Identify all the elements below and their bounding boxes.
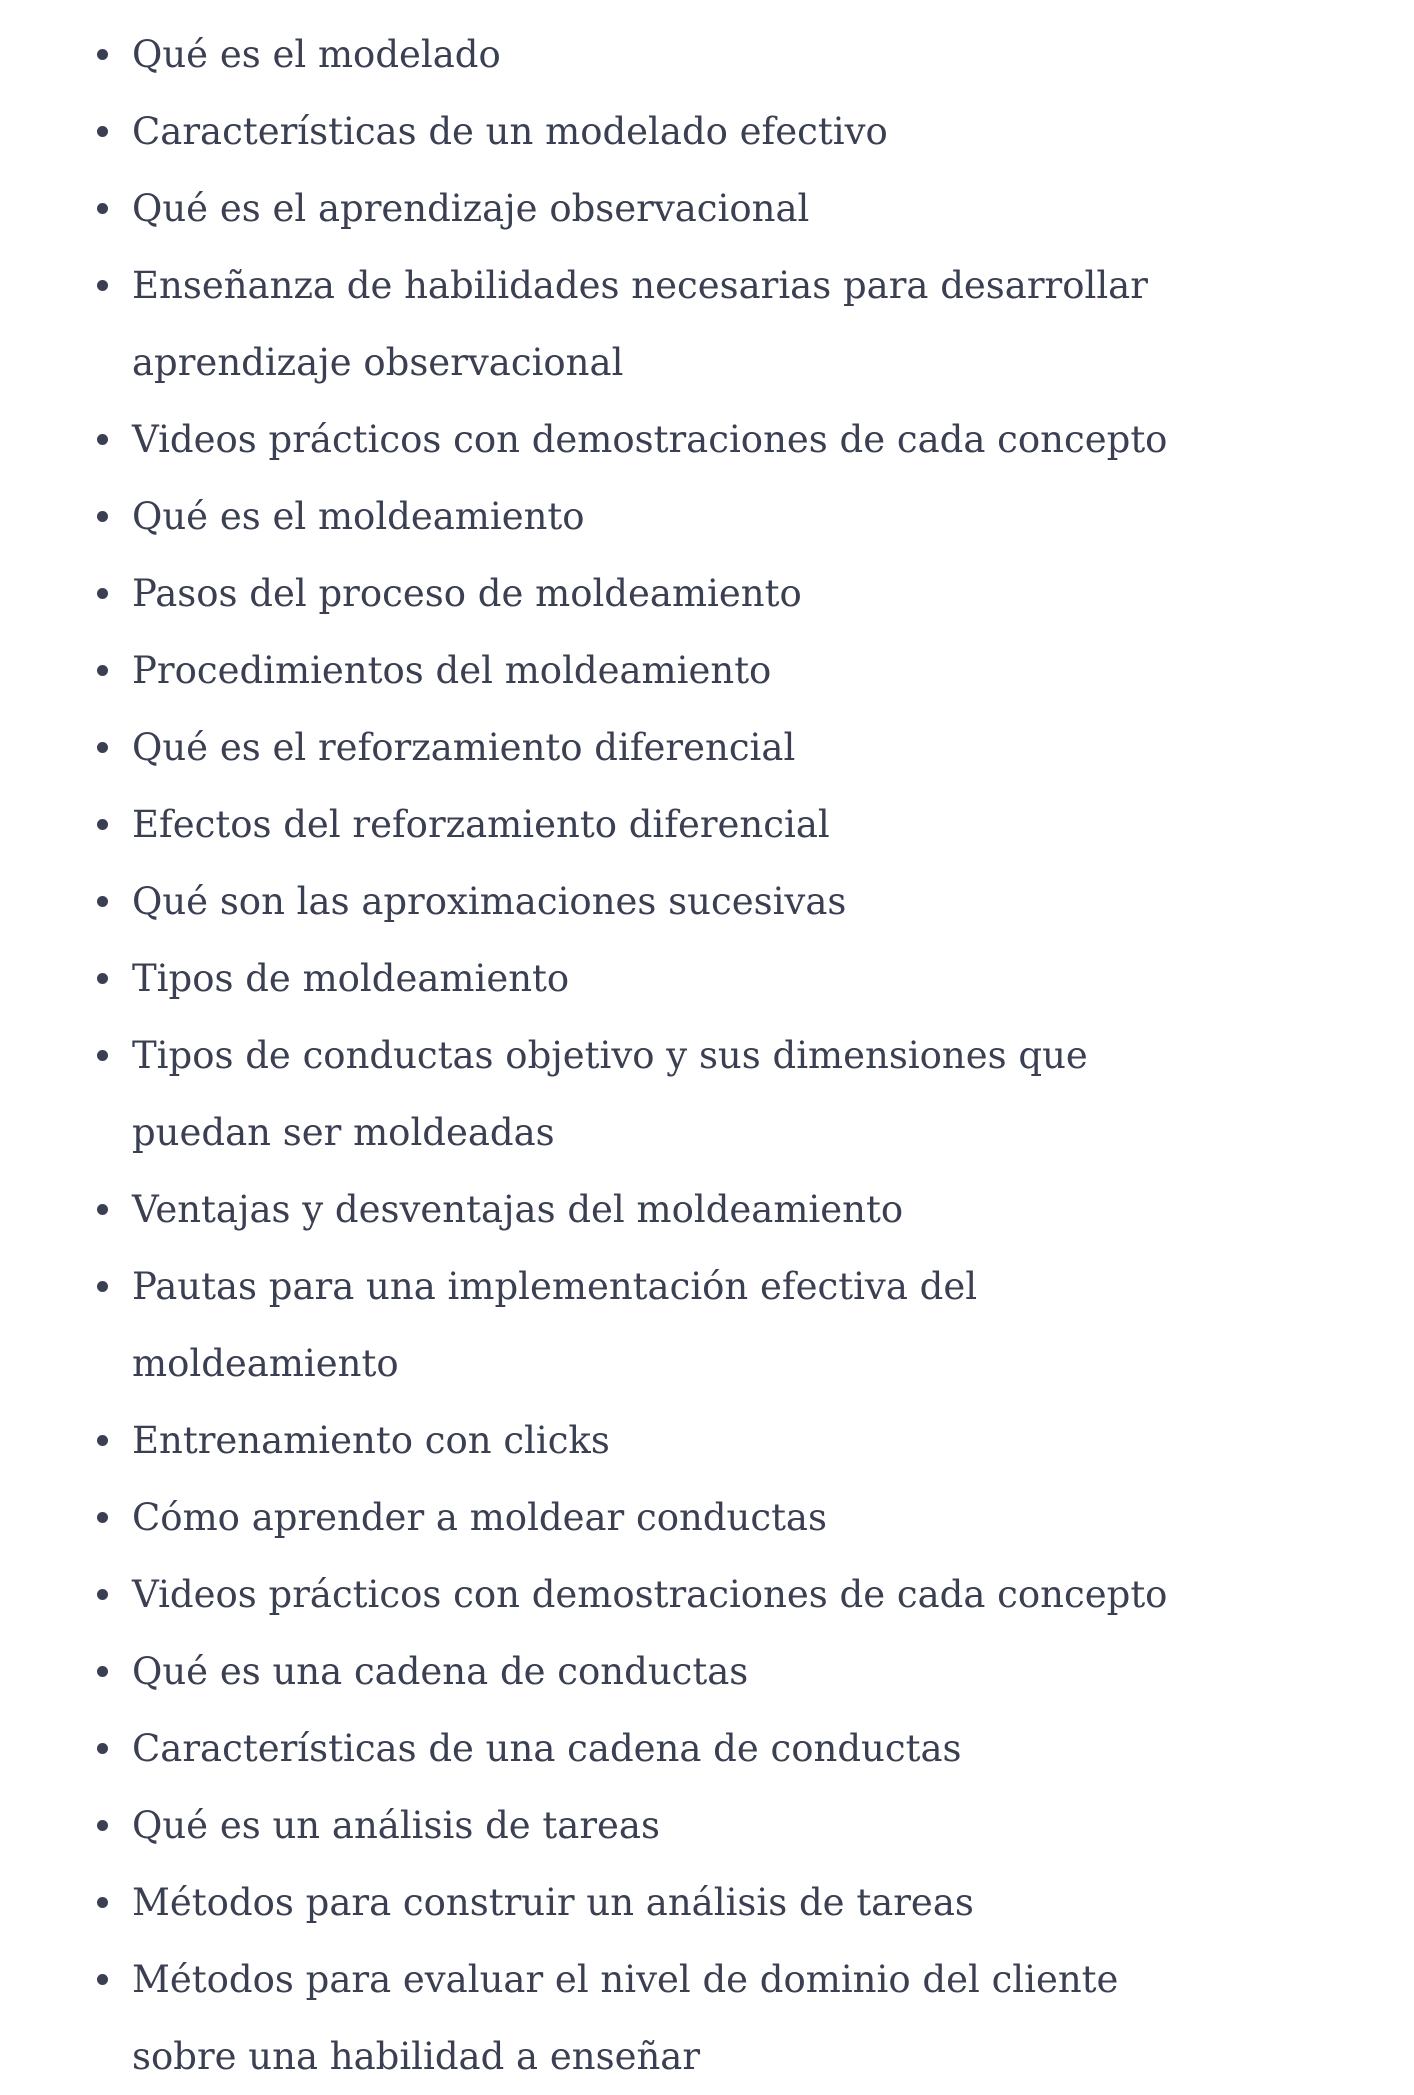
list-item <box>132 1479 1220 1556</box>
list-item <box>132 632 1220 709</box>
list-item-text: Características de un modelado efectivo <box>132 110 888 153</box>
list-item-text: Cómo aprender a moldear conductas <box>132 1496 827 1539</box>
list-item-text: Qué es una cadena de conductas <box>132 1650 749 1693</box>
list-item <box>132 93 1220 170</box>
list-item-text: Qué es un análisis de tareas <box>132 1804 660 1847</box>
bullet-icon <box>97 1512 108 1523</box>
bullet-icon <box>97 1281 108 1292</box>
list-item-text: Qué es el aprendizaje observacional <box>132 187 810 230</box>
topic-list-container <box>0 16 1414 2095</box>
list-item <box>132 1402 1220 1479</box>
list-item-text: Videos prácticos con demostraciones de cada concepto <box>132 418 1168 461</box>
bullet-icon <box>97 126 108 137</box>
list-item <box>132 401 1220 478</box>
bullet-icon <box>97 742 108 753</box>
bullet-icon <box>97 1820 108 1831</box>
bullet-icon <box>97 49 108 60</box>
list-item <box>132 863 1220 940</box>
bullet-icon <box>97 1050 108 1061</box>
list-item-text: Entrenamiento con clicks <box>132 1419 610 1462</box>
list-item-text: Métodos para construir un análisis de tareas <box>132 1881 974 1924</box>
list-item <box>132 170 1220 247</box>
bullet-icon <box>97 1897 108 1908</box>
list-item-text: Ventajas y desventajas del moldeamiento <box>132 1188 904 1231</box>
list-item <box>132 1787 1220 1864</box>
bullet-icon <box>97 434 108 445</box>
list-item <box>132 247 1220 401</box>
list-item <box>132 1017 1220 1171</box>
bullet-icon <box>97 1589 108 1600</box>
list-item-text: Pautas para una implementación efectiva del moldeamiento <box>132 1265 978 1385</box>
bullet-icon <box>97 819 108 830</box>
list-item-text: Características de una cadena de conductas <box>132 1727 962 1770</box>
list-item-text: Qué son las aproximaciones sucesivas <box>132 880 847 923</box>
list-item <box>132 555 1220 632</box>
list-item-text: Tipos de conductas objetivo y sus dimensiones que puedan ser moldeadas <box>132 1034 1088 1154</box>
list-item <box>132 709 1220 786</box>
list-item-text: Qué es el reforzamiento diferencial <box>132 726 796 769</box>
list-item-text: Qué es el modelado <box>132 33 501 76</box>
list-item <box>132 940 1220 1017</box>
list-item <box>132 1710 1220 1787</box>
list-item-text: Procedimientos del moldeamiento <box>132 649 772 692</box>
list-item <box>132 1633 1220 1710</box>
list-item <box>132 1248 1220 1402</box>
list-item-text: Métodos para evaluar el nivel de dominio del cliente sobre una habilidad a enseñar <box>132 1958 1119 2078</box>
list-item-text: Enseñanza de habilidades necesarias para desarrollar aprendizaje observacional <box>132 264 1148 384</box>
list-item <box>132 1556 1220 1633</box>
bullet-icon <box>97 588 108 599</box>
list-item <box>132 1864 1220 1941</box>
list-item <box>132 786 1220 863</box>
list-item <box>132 1941 1220 2095</box>
list-item-text: Pasos del proceso de moldeamiento <box>132 572 802 615</box>
list-item <box>132 16 1220 93</box>
bullet-icon <box>97 280 108 291</box>
list-item-text: Tipos de moldeamiento <box>132 957 570 1000</box>
list-item <box>132 478 1220 555</box>
list-item-text: Videos prácticos con demostraciones de cada concepto <box>132 1573 1168 1616</box>
list-item-text: Efectos del reforzamiento diferencial <box>132 803 830 846</box>
bullet-icon <box>97 1204 108 1215</box>
bullet-icon <box>97 1743 108 1754</box>
bullet-icon <box>97 1666 108 1677</box>
bullet-icon <box>97 203 108 214</box>
bullet-icon <box>97 665 108 676</box>
bullet-icon <box>97 973 108 984</box>
bullet-icon <box>97 1435 108 1446</box>
bullet-icon <box>97 896 108 907</box>
list-item-text: Qué es el moldeamiento <box>132 495 585 538</box>
topic-list <box>0 16 1220 2095</box>
list-item <box>132 1171 1220 1248</box>
bullet-icon <box>97 1974 108 1985</box>
bullet-icon <box>97 511 108 522</box>
